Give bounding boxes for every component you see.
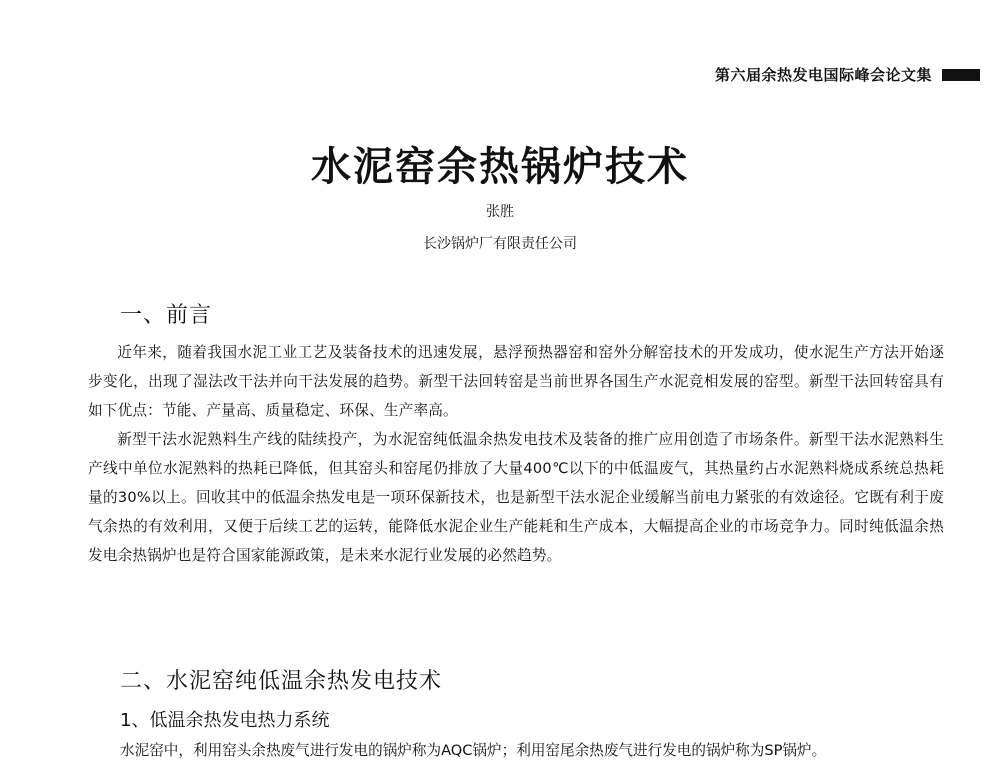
intro-paragraph-1: 近年来，随着我国水泥工业工艺及装备技术的迅速发展，悬浮预热器窑和窑外分解窑技术的开发成功，使水泥生产方法开始逐步变化，出现了湿法改干法并向干法发展的趋势。新型干法回转窑是当前世界各国生产水泥竞相发展的窑型。新型干法回转窑具有如下优点：节能、产量高、质量稳定、环保、生产率高。 — [88, 344, 944, 419]
section-heading-introduction: 一、前言 — [120, 303, 213, 328]
author-affiliation: 长沙锅炉厂有限责任公司 — [423, 236, 577, 252]
intro-paragraph-2: 新型干法水泥熟料生产线的陆续投产，为水泥窑纯低温余热发电技术及装备的推广应用创造了市场条件。新型干法水泥熟料生产线中单位水泥熟料的热耗已降低，但其窑头和窑尾仍排放了大量400℃以下的中低温废气，其热量约占水泥熟料烧成系统总热耗量的30%以上。回收其中的低温余热发电是一项环保新技术，也是新型干法水泥企业缓解当前电力紧张的有效途径。它既有利于废气余热的有效利用，又便于后续工艺的运转，能降低水泥企业生产能耗和生产成本，大幅提高企业的市场竞争力。同时纯低温余热发电余热锅炉也是符合国家能源政策，是未来水泥行业发展的必然趋势。 — [88, 431, 944, 564]
thermal-system-paragraph: 水泥窑中，利用窑头余热废气进行发电的锅炉称为AQC锅炉；利用窑尾余热废气进行发电的锅炉称为SP锅炉。 — [120, 742, 827, 759]
subsection-heading-thermal-system: 1、低温余热发电热力系统 — [120, 710, 330, 731]
header-bar-decoration — [942, 69, 980, 81]
paper-title: 水泥窑余热锅炉技术 — [311, 144, 689, 190]
section-heading-low-temp-power: 二、水泥窑纯低温余热发电技术 — [120, 669, 443, 694]
running-header-title: 第六届余热发电国际峰会论文集 — [714, 66, 932, 84]
author-name: 张胜 — [486, 204, 514, 220]
running-header — [715, 64, 980, 85]
